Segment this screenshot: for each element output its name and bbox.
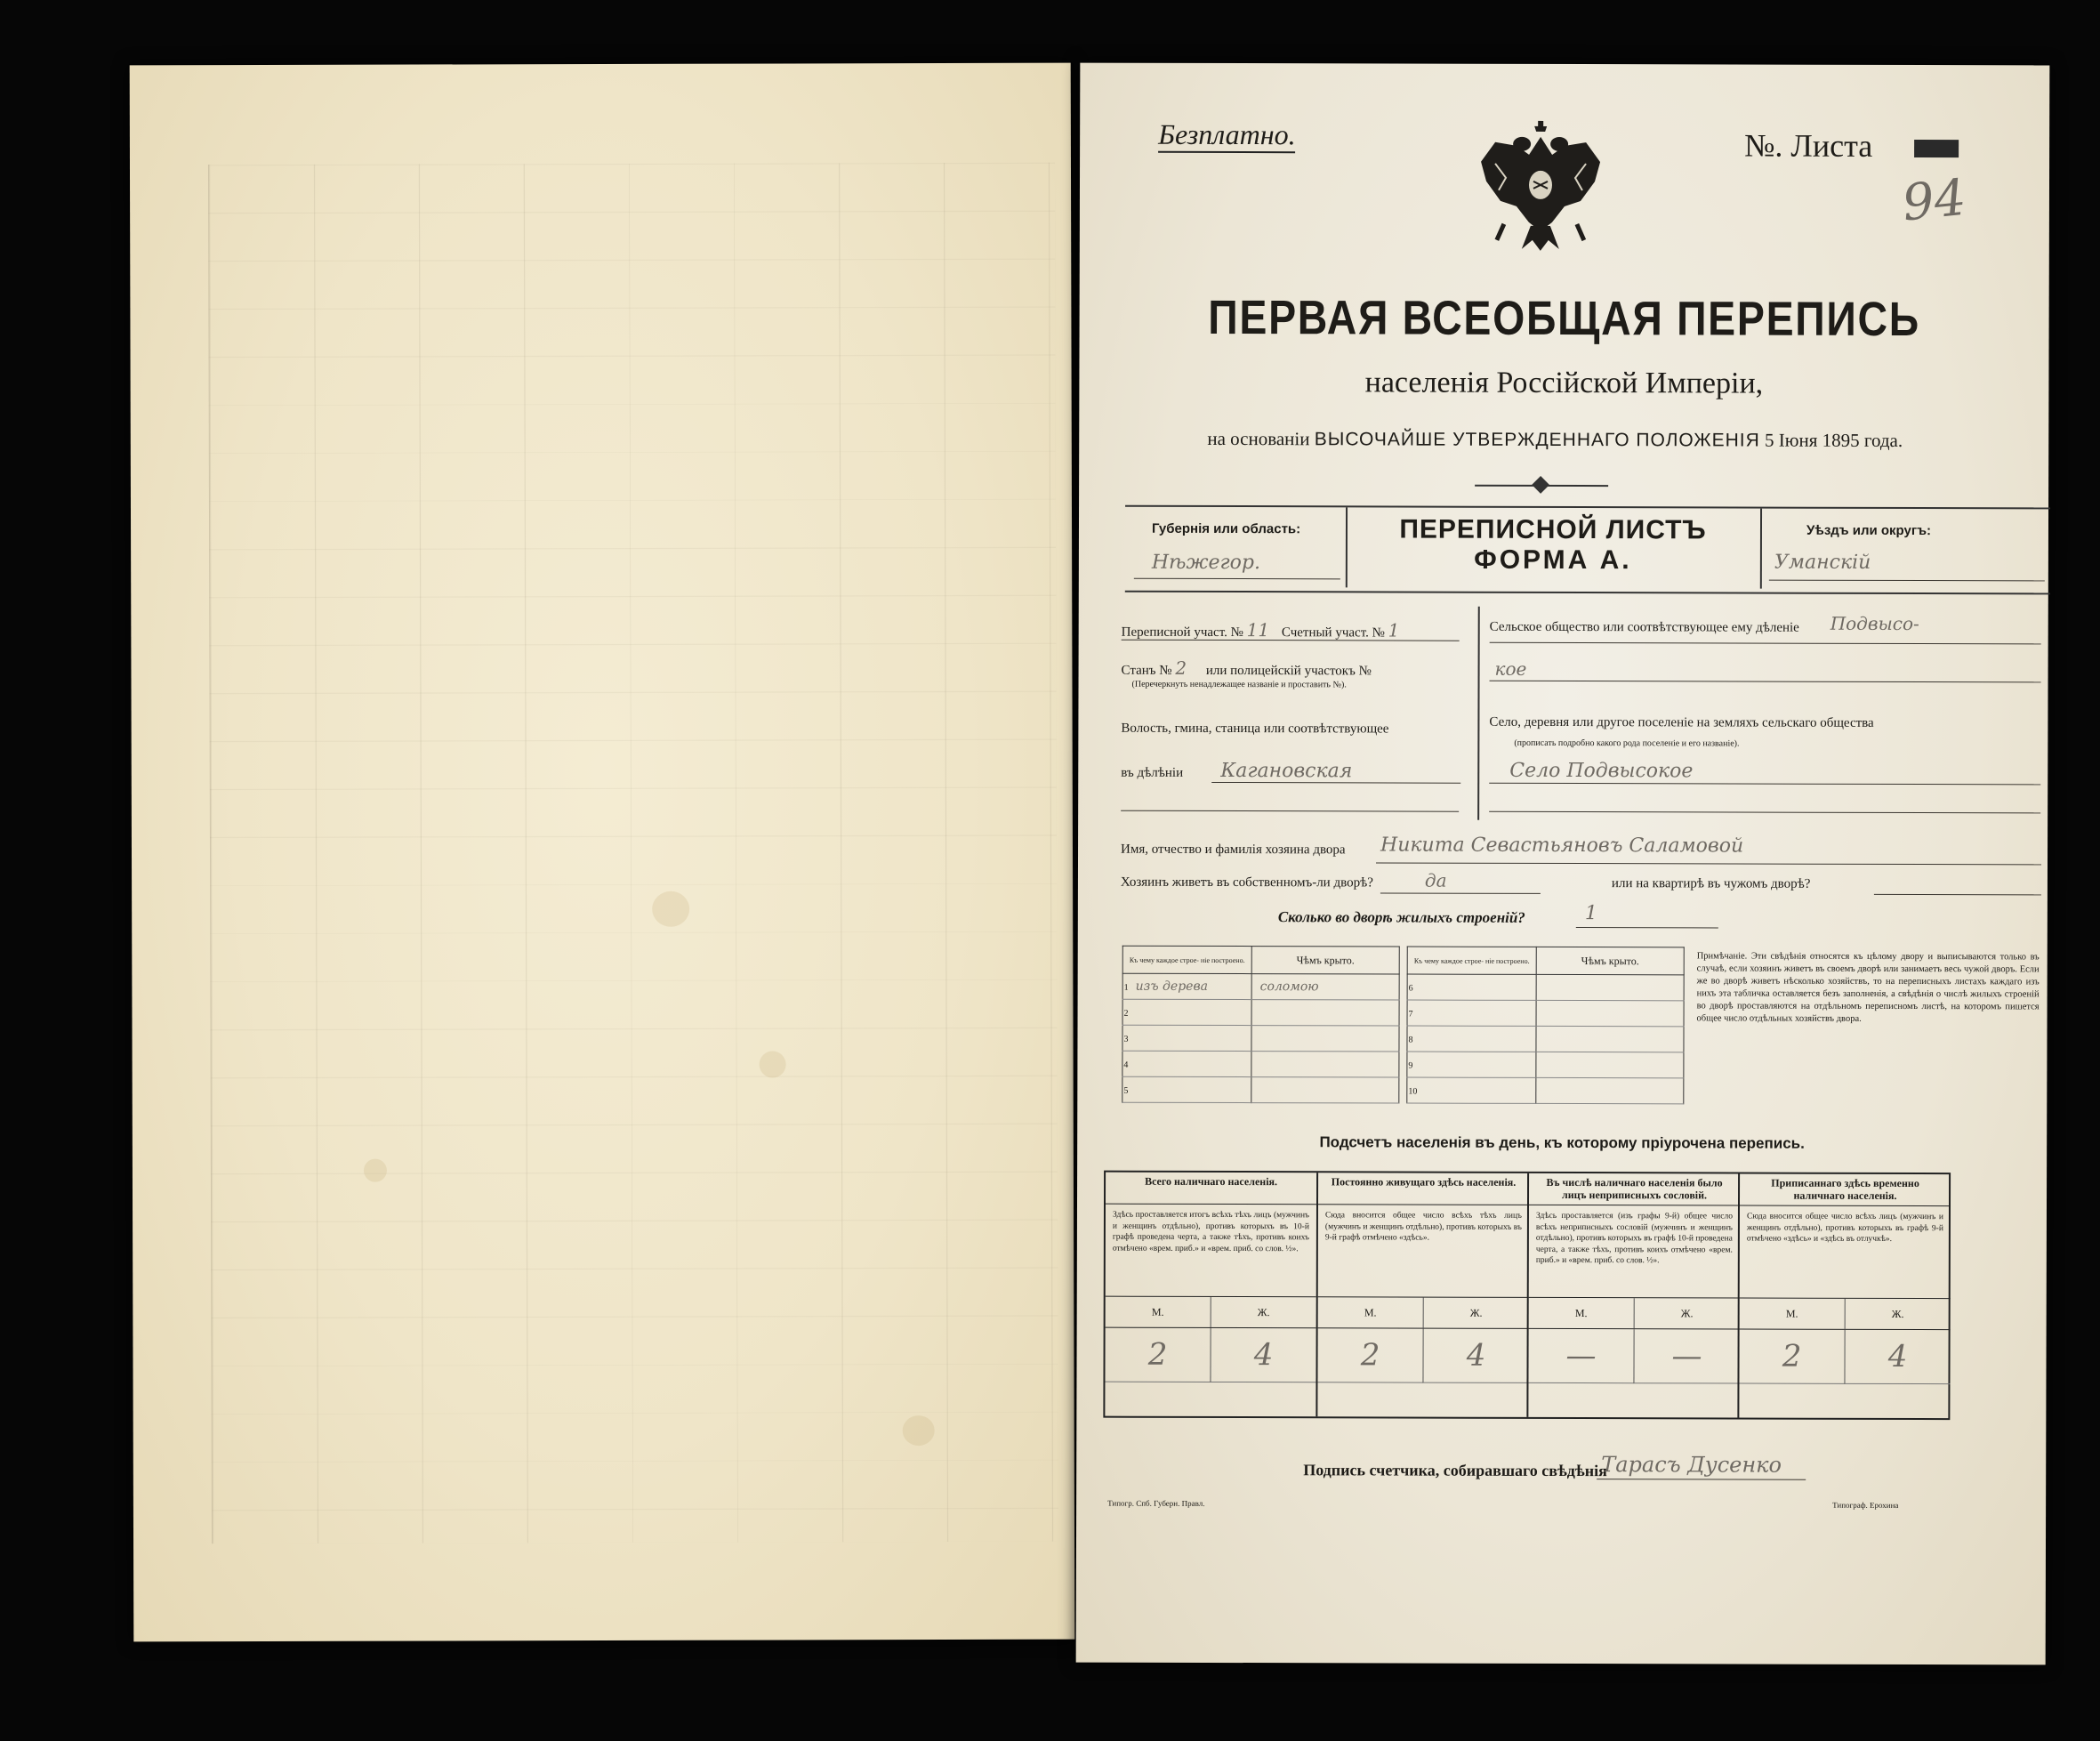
female-header: Ж. — [1211, 1297, 1316, 1327]
left-blank-page — [130, 63, 1075, 1642]
group-title: Всего наличнаго населенія. — [1106, 1173, 1316, 1205]
own-yard-label: Хозяинъ живетъ въ собственномъ-ли дворѣ? — [1120, 875, 1373, 891]
village-note: (прописать подробно какого рода поселеніе и его названіе). — [1514, 738, 1740, 749]
owner-value: Никита Севастьяновъ Саламовой — [1380, 834, 1744, 858]
form-main-title: ПЕРВАЯ ВСЕОБЩАЯ ПЕРЕПИСЬ — [1208, 290, 1920, 347]
own-yard-value: да — [1424, 869, 1447, 891]
stan-note: (Перечеркнуть ненадлежащее названіе и проставить №). — [1131, 679, 1347, 690]
population-table — [1103, 1171, 1951, 1420]
buildings-table — [1122, 946, 1687, 1097]
sheet-number-label: №. Листа — [1744, 127, 1873, 164]
volost-label: Волость, гмина, станица или соотвѣтствующее — [1121, 721, 1389, 737]
table-row — [1122, 1076, 1399, 1103]
column-divider — [1477, 607, 1480, 820]
sheet-title-cell — [1348, 507, 1758, 588]
ornament-diamond — [1532, 476, 1549, 494]
stan-row — [1122, 657, 1372, 680]
owner-label: Имя, отчество и фамилія хозяина двора — [1121, 842, 1346, 858]
district-value: Уманскій — [1774, 551, 1871, 574]
row-number: 2 — [1123, 1008, 1129, 1019]
table-row — [1122, 1051, 1399, 1077]
village-label: Село, деревня или другое поселеніе на земляхъ сельскаго общества — [1489, 714, 1874, 730]
table-row — [1122, 999, 1399, 1026]
foxing-stain — [364, 1159, 387, 1182]
society-label: Сельское общество или соотвѣтствующее ему дѣленіе — [1489, 619, 1799, 635]
population-group — [1316, 1173, 1529, 1417]
imperial-eagle-icon — [1477, 119, 1604, 253]
population-group — [1105, 1173, 1316, 1417]
district-cell — [1760, 509, 2052, 590]
group-description: Сюда вносится общее число всѣхъ тѣхъ лицъ (мужчинъ и женщинъ отдѣльно), противъ которыхъ въ 9-й графѣ отмѣчено «здѣсь». — [1318, 1205, 1529, 1298]
volost-value: Кагановская — [1220, 759, 1353, 783]
group-title: Въ числѣ наличнаго населенія было лицъ неприписныхъ сословій. — [1529, 1173, 1740, 1206]
male-count: 2 — [1317, 1328, 1422, 1382]
buildings-label: Сколько во дворѣ жилыхъ строеній? — [1277, 908, 1525, 926]
faint-grid — [208, 163, 1058, 1544]
roof-header: Чѣмъ крыто. — [1251, 947, 1399, 974]
foxing-stain — [760, 1051, 786, 1077]
male-count: — — [1528, 1329, 1633, 1383]
row-number: 9 — [1408, 1060, 1413, 1071]
row-number: 7 — [1408, 1009, 1413, 1020]
table-row — [1122, 973, 1399, 1000]
row-number: 10 — [1408, 1086, 1418, 1097]
group-description: Сюда вносится общее число всѣхъ лицъ (мужчинъ и женщинъ отдѣльно), противъ которыхъ въ графѣ 9-й отмѣчено «здѣсь» и «здѣсь въ отлучкѣ». — [1740, 1206, 1951, 1300]
female-header: Ж. — [1634, 1298, 1740, 1328]
female-count: 4 — [1422, 1329, 1528, 1383]
province-label: Губернія или область: — [1151, 520, 1301, 537]
basis-prefix: на основаніи — [1207, 427, 1310, 450]
census-form-page — [1076, 63, 2050, 1665]
female-header: Ж. — [1423, 1298, 1529, 1328]
female-count: — — [1633, 1329, 1739, 1383]
row-number: 6 — [1408, 983, 1413, 994]
signature-label: Подпись счетчика, собиравшаго свѣдѣнія — [1303, 1461, 1607, 1480]
buildings-subtable — [1122, 946, 1399, 1104]
province-cell — [1125, 507, 1348, 588]
buildings-note: Примѣчаніе. Эти свѣдѣнія относятся къ цѣлому двору и выписываются только въ случаѣ, если хозяинъ живетъ въ своемъ дворѣ или занимаетъ весь чужой дворъ. Если же во дворѣ живетъ нѣсколько хозяйствъ, то на переписныхъ листахъ каждаго изъ нихъ эта табличка оставляется безъ заполненія, а свѣдѣнія о числѣ жилыхъ строеній во дворѣ проставляются на отдѣльномъ переписномъ листѣ, на которомъ пишется общее число отдѣльных хозяйствъ двора. — [1696, 951, 2040, 1024]
row-number: 5 — [1123, 1085, 1129, 1096]
society-value-2: кое — [1494, 657, 1527, 680]
census-section-row — [1122, 619, 1400, 641]
male-header: М. — [1151, 1305, 1164, 1318]
row-number: 4 — [1123, 1060, 1129, 1070]
foxing-stain — [652, 891, 689, 927]
population-group — [1526, 1173, 1740, 1418]
male-header: М. — [1364, 1306, 1377, 1319]
male-count: 2 — [1105, 1328, 1210, 1382]
table-row — [1407, 1000, 1684, 1027]
female-count: 4 — [1210, 1328, 1316, 1382]
volost-label-2: въ дѣлѣніи — [1121, 765, 1184, 780]
group-description: Здѣсь проставляется итогъ всѣхъ тѣхъ лицъ (мужчинъ и женщинъ отдѣльно), противъ которыхъ въ 10-й графѣ проведена черта, а также тѣхъ, противъ коихъ отмѣчено «врем. приб.» и «врем. приб. со слов. ½». — [1106, 1205, 1316, 1298]
male-header: М. — [1574, 1307, 1588, 1320]
province-value: Нѣжегор. — [1151, 551, 1260, 575]
basis-caps: ВЫСОЧАЙШЕ УТВЕРЖДЕННАГО ПОЛОЖЕНІЯ — [1314, 429, 1760, 451]
table-row — [1407, 1052, 1684, 1078]
buildings-subtable — [1406, 947, 1684, 1105]
table-row — [1407, 974, 1684, 1001]
population-title: Подсчетъ населенія въ день, къ которому пріурочена перепись. — [1319, 1133, 1805, 1152]
male-header: М. — [1785, 1307, 1798, 1320]
printer-right: Типограф. Ерохина — [1832, 1500, 1899, 1510]
group-title: Приписаннаго здѣсь временно наличнаго населенія. — [1740, 1174, 1951, 1207]
count-section-value: 1 — [1388, 619, 1400, 641]
table-row — [1122, 1025, 1399, 1052]
group-description: Здѣсь проставляется (изъ графы 9-й) общее число всѣхъ неприписныхъ сословій (мужчинъ и женщинъ отдѣльно), противъ которыхъ въ графѣ 10-й проведена черта, а также тѣхъ, противъ коихъ отмѣчено «врем. приб.» и «врем. приб. со слов. ½». — [1529, 1205, 1740, 1299]
sheet-title: ПЕРЕПИСНОЙ ЛИСТЪ — [1399, 514, 1707, 545]
basis-date: 5 Іюня 1895 года. — [1765, 429, 1903, 451]
roof-header: Чѣмъ крыто. — [1536, 947, 1684, 974]
rent-label: или на квартирѣ въ чужомъ дворѣ? — [1611, 876, 1811, 891]
police-label: или полицейскій участокъ № — [1205, 663, 1372, 679]
row-number: 3 — [1123, 1034, 1129, 1044]
built-header: Къ чему каждое строе- ніе построено. — [1407, 947, 1536, 974]
district-label: Уѣздъ или округъ: — [1806, 522, 1932, 539]
buildings-value: 1 — [1584, 902, 1597, 925]
female-count: 4 — [1844, 1330, 1950, 1384]
stan-label: Станъ № — [1121, 663, 1172, 678]
row-number: 8 — [1408, 1035, 1413, 1045]
legal-basis-line — [1146, 428, 1964, 452]
female-header: Ж. — [1845, 1299, 1951, 1329]
redaction-bar — [1914, 140, 1959, 157]
built-value: изъ дерева — [1135, 979, 1209, 994]
row-number: 1 — [1123, 982, 1129, 993]
census-section-value: 11 — [1246, 619, 1270, 641]
free-label: Безплатно. — [1158, 118, 1296, 153]
male-count: 2 — [1739, 1330, 1844, 1384]
built-header: Къ чему каждое строе- ніе построено. — [1122, 946, 1251, 973]
population-group — [1737, 1174, 1951, 1419]
foxing-stain — [903, 1415, 935, 1446]
printer-left: Типогр. Спб. Губерн. Правл. — [1107, 1498, 1205, 1508]
sheet-number-value: 94 — [1899, 168, 1969, 233]
society-value: Подвысо- — [1830, 612, 1919, 635]
signature-value: Тарасъ Дусенко — [1601, 1452, 1782, 1478]
table-row — [1407, 1026, 1684, 1052]
count-section-label: Счетный участ. № — [1281, 625, 1385, 641]
form-label: ФОРМА А. — [1474, 544, 1632, 576]
form-header-box — [1125, 505, 2050, 595]
stan-value: 2 — [1175, 657, 1187, 679]
group-title: Постоянно живущаго здѣсь населенія. — [1318, 1173, 1529, 1205]
table-row — [1407, 1077, 1684, 1104]
village-value: Село Подвысокое — [1509, 759, 1694, 783]
census-section-label: Переписной участ. № — [1121, 625, 1243, 641]
form-subtitle: населенія Россійской Имперіи, — [1364, 366, 1764, 400]
roof-value: соломою — [1259, 979, 1319, 995]
